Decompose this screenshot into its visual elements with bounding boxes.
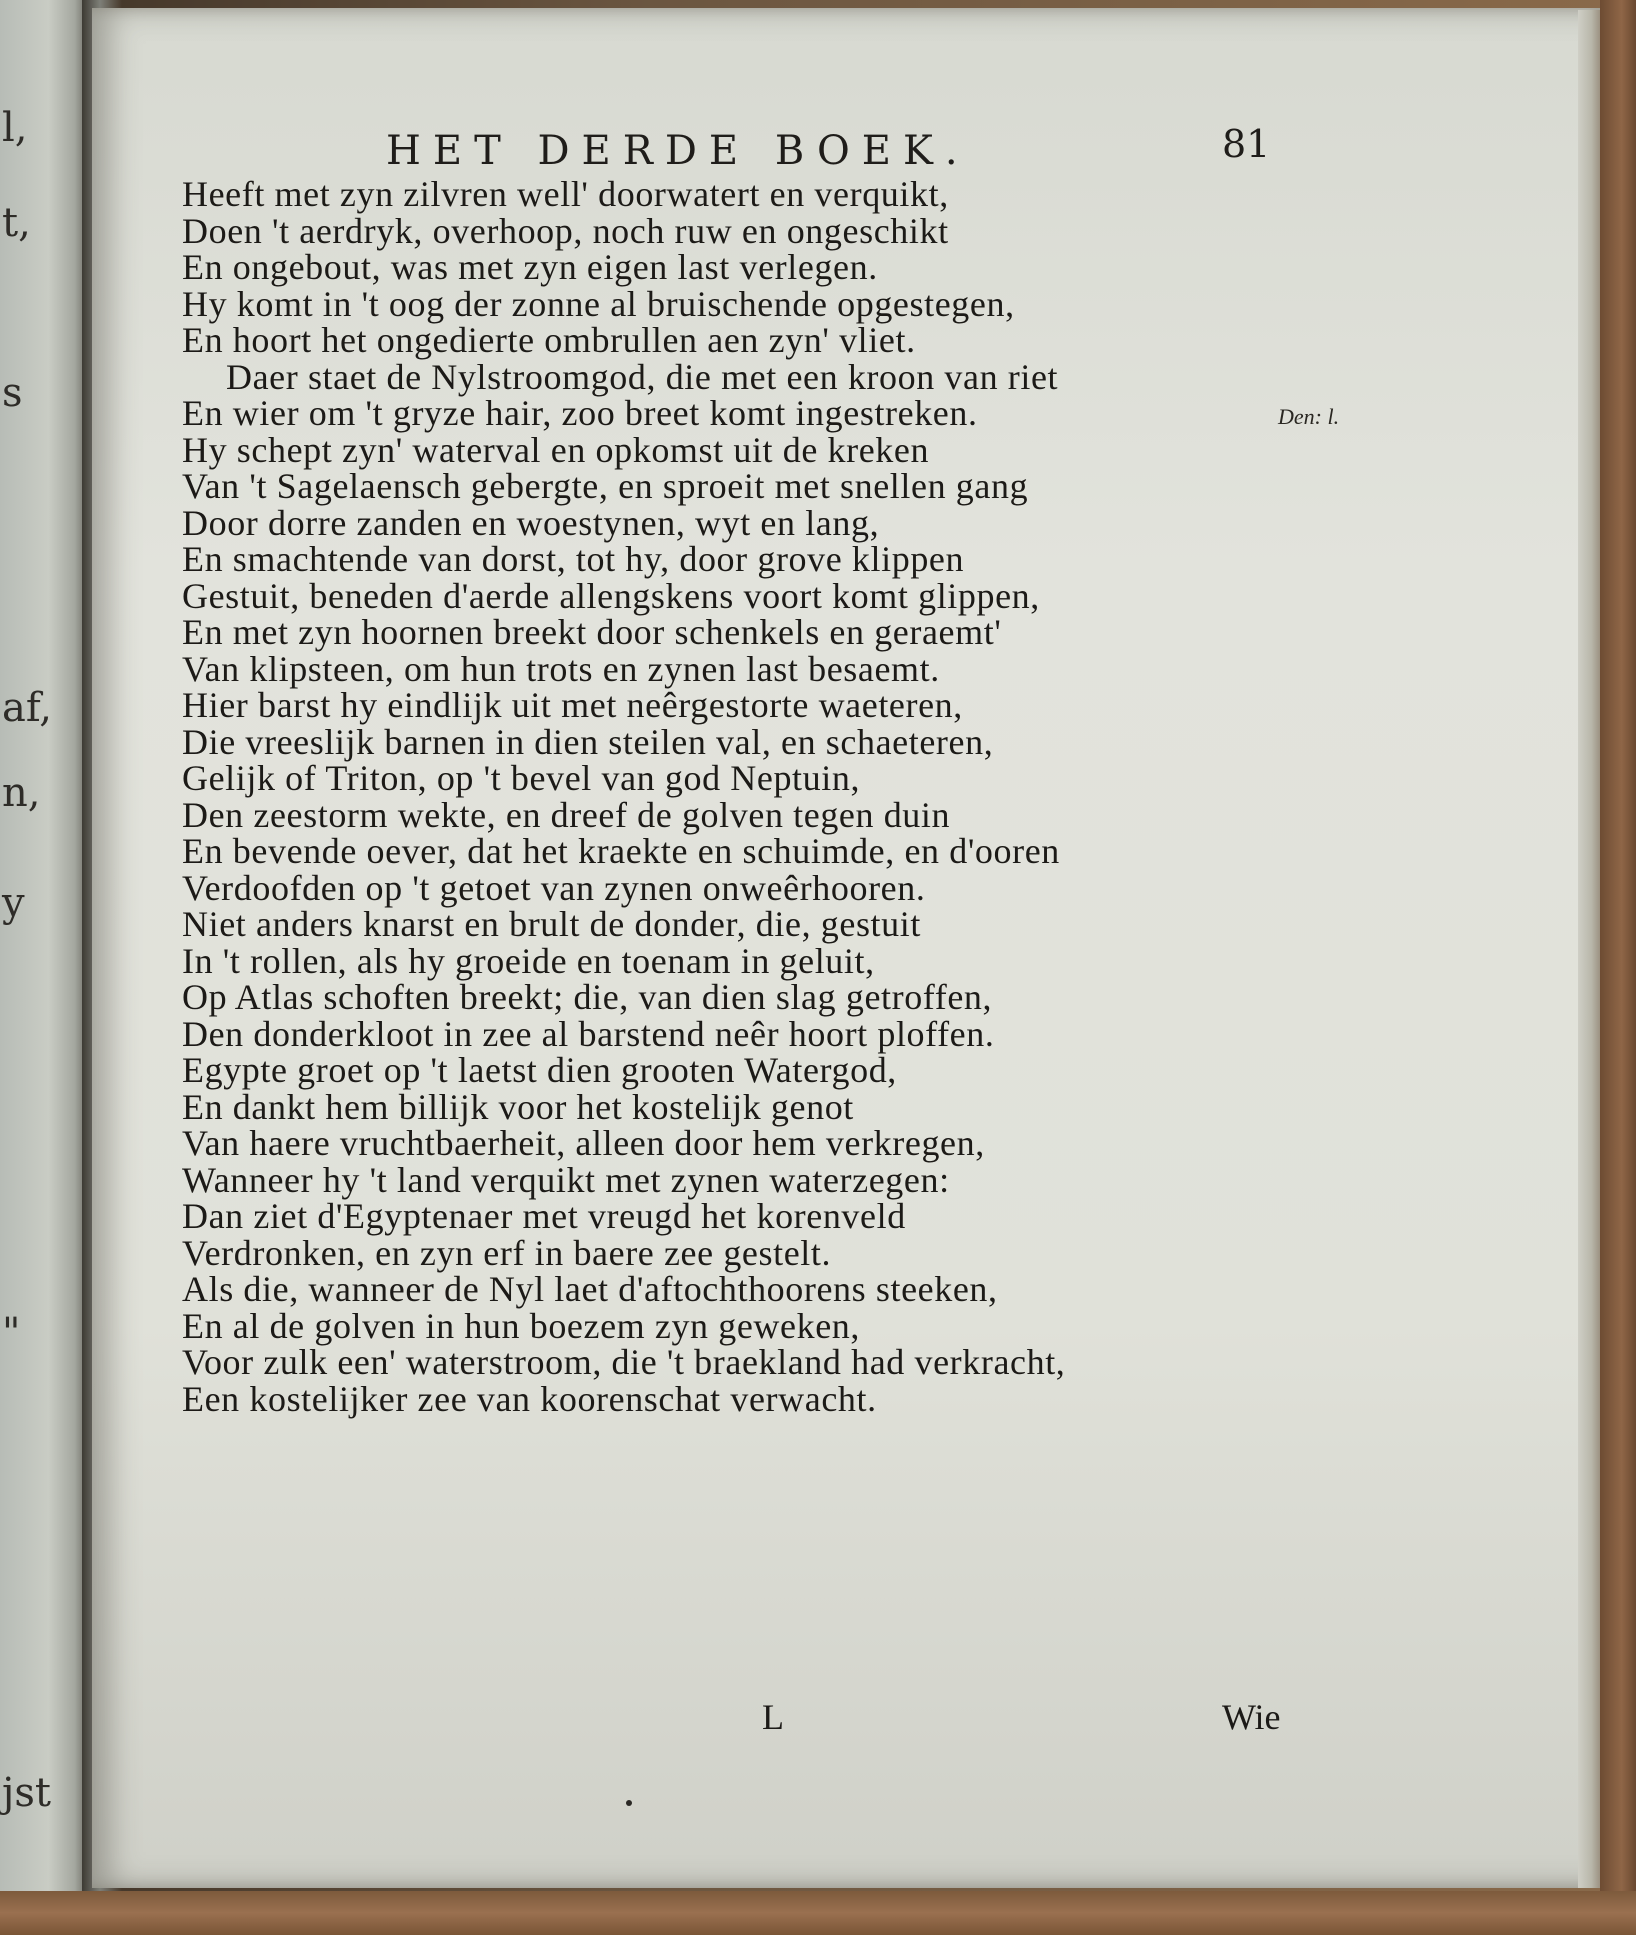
verse-line: Den donderkloot in zee al barstend neêr hoort ploffen.	[182, 1013, 995, 1054]
signature-mark: L	[762, 1697, 784, 1737]
verse-line: Gelijk of Triton, op 't bevel van god Neptuin,	[182, 758, 861, 798]
verse-line: Als die, wanneer de Nyl laet d'aftochthoorens steeken,	[182, 1269, 998, 1309]
verse-line: En dankt hem billijk voor het kostelijk genot	[182, 1086, 854, 1127]
facing-page-fragment: af,	[2, 685, 52, 731]
facing-page-fragment: s	[2, 370, 23, 416]
verse-line: Wanneer hy 't land verquikt met zynen waterzegen:	[182, 1159, 950, 1200]
verse-line: Egypte groet op 't laetst dien grooten Watergod,	[182, 1050, 897, 1090]
verse-line: En wier om 't gryze hair, zoo breet komt ingestreken.	[182, 393, 978, 433]
verse-line: Een kostelijker zee van koorenschat verwacht.	[182, 1378, 877, 1419]
facing-page-fragment: t,	[2, 200, 31, 246]
verse-line: Verdoofden op 't getoet van zynen onweêrhooren.	[182, 867, 926, 908]
verse-line: En smachtende van dorst, tot hy, door grove klippen	[182, 539, 965, 579]
facing-page-fragment: "	[2, 1310, 21, 1356]
verse-line: Verdronken, en zyn erf in baere zee gestelt.	[182, 1232, 832, 1273]
verse-text	[182, 176, 1322, 1417]
verse-line: Door dorre zanden en woestynen, wyt en lang,	[182, 502, 880, 543]
verse-line: Daer staet de Nylstroomgod, die met een kroon van riet	[226, 356, 1059, 397]
verse-line: Hier barst hy eindlijk uit met neêrgestorte waeteren,	[182, 685, 963, 725]
verse-line: Doen 't aerdryk, overhoop, noch ruw en ongeschikt	[182, 210, 949, 251]
verse-line: Op Atlas schoften breekt; die, van dien slag getroffen,	[182, 977, 993, 1017]
catchword: Wie	[1222, 1697, 1281, 1737]
verse-line: En bevende oever, dat het kraekte en schuimde, en d'ooren	[182, 831, 1060, 871]
verse-line: En met zyn hoornen breekt door schenkels en geraemt'	[182, 612, 1002, 652]
page-edge	[1578, 10, 1600, 1888]
binding-right	[1600, 0, 1636, 1935]
facing-page-fragment: n,	[2, 770, 41, 816]
verse-line: En hoort het ongedierte ombrullen aen zyn' vliet.	[182, 320, 916, 360]
verse-line: Voor zulk een' waterstroom, die 't braekland had verkracht,	[182, 1342, 1066, 1382]
running-head: HET DERDE BOEK.	[386, 128, 970, 174]
facing-page-fragment: l,	[2, 105, 28, 151]
verse-line: Heeft met zyn zilvren well' doorwatert en verquikt,	[182, 174, 949, 214]
verse-line: Hy komt in 't oog der zonne al bruischende opgestegen,	[182, 283, 1015, 324]
verse-line: Gestuit, beneden d'aerde allengskens voort komt glippen,	[182, 575, 1040, 616]
facing-page-fragment: y	[2, 880, 25, 926]
verse-line: Van 't Sagelaensch gebergte, en sproeit met snellen gang	[182, 466, 1029, 506]
ink-speck	[626, 1800, 632, 1806]
facing-page	[0, 0, 88, 1900]
handwritten-margin-note: Den: l.	[1278, 404, 1340, 429]
verse-line: Niet anders knarst en brult de donder, die, gestuit	[182, 904, 921, 944]
verse-line: Dan ziet d'Egyptenaer met vreugd het korenveld	[182, 1196, 906, 1236]
facing-page-fragment: jst	[2, 1770, 52, 1816]
verse-line: Hy schept zyn' waterval en opkomst uit de kreken	[182, 429, 930, 470]
binding-bottom	[0, 1891, 1636, 1935]
verse-line: En al de golven in hun boezem zyn geweken,	[182, 1305, 860, 1346]
verse-line: Die vreeslijk barnen in dien steilen val, en schaeteren,	[182, 721, 994, 762]
verse-line: Van klipsteen, om hun trots en zynen last besaemt.	[182, 648, 940, 689]
verse-line: Den zeestorm wekte, en dreef de golven tegen duin	[182, 794, 951, 835]
verse-line: Van haere vruchtbaerheit, alleen door hem verkregen,	[182, 1123, 985, 1163]
verse-line: In 't rollen, als hy groeide en toenam in geluit,	[182, 940, 875, 981]
page-number: 81	[1222, 122, 1271, 166]
verse-line: En ongebout, was met zyn eigen last verlegen.	[182, 247, 878, 287]
